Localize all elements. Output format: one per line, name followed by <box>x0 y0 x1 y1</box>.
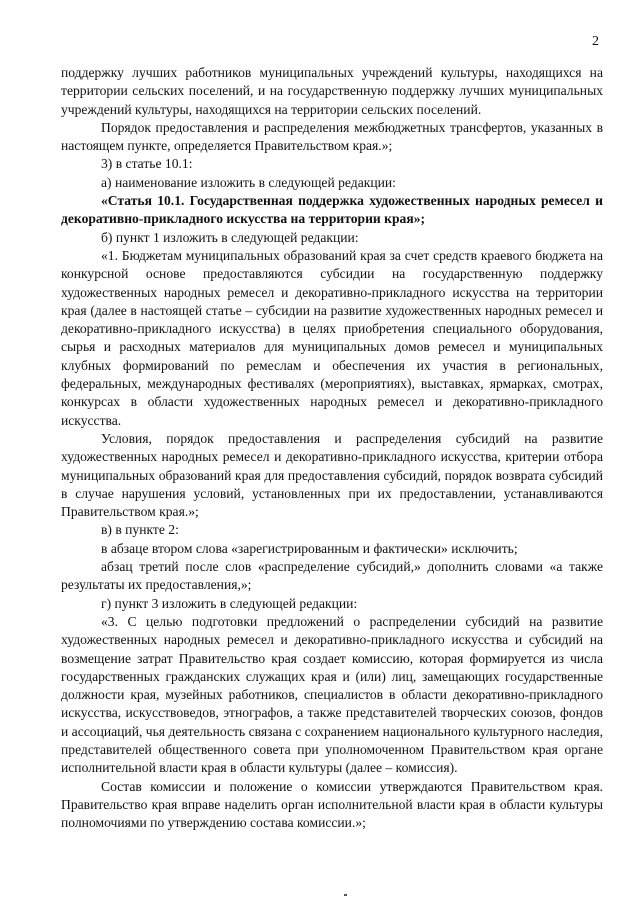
document-body <box>61 64 603 832</box>
paragraph: Состав комиссии и положение о комиссии утверждаются Правительством края. Правительство края вправе наделить орган исполнительной власти края в области культуры полномочиями по утверждению состава комиссии.»; <box>61 778 603 831</box>
paragraph: а) наименование изложить в следующей редакции: <box>101 174 396 190</box>
paragraph: 3) в статье 10.1: <box>101 156 193 172</box>
page-number: 2 <box>592 34 599 49</box>
paragraph: Порядок предоставления и распределения межбюджетных трансфертов, указанных в настоящем пункте, определяется Правительством края.»; <box>61 119 603 154</box>
paragraph: «Статья 10.1. Государственная поддержка художественных народных ремесел и декоративно-прикладного искусства на территории края»; <box>61 193 603 227</box>
paragraph: в абзаце втором слова «зарегистрированным и фактически» исключить; <box>101 540 518 556</box>
scan-mark <box>344 894 347 896</box>
paragraph: в) в пункте 2: <box>101 522 179 538</box>
paragraph: «1. Бюджетам муниципальных образований края за счет средств краевого бюджета на конкурсной основе предоставляются субсидии на государственную поддержку художественных народных ремесел и декоративно-прикладного искусства на территории края (далее в настоящей статье – субсидии на развитие художественных народных ремесел и декоративно-прикладного искусства) в целях приобретения специального оборудования, сырья и расходных материалов для муниципальных домов ремесел и муниципальных клубных формирований по ремеслам и обеспечения их участия в региональных, федеральных, международных фестивалях (мероприятиях), выставках, ярмарках, смотрах, конкурсах в области художественных народных ремесел и декоративно-прикладного искусства. <box>61 247 603 428</box>
paragraph: г) пункт 3 изложить в следующей редакции: <box>101 595 358 611</box>
paragraph: «3. С целью подготовки предложений о распределении субсидий на развитие художественных народных ремесел и декоративно-прикладного искусства и субсидий на возмещение затрат Правительство края создает комиссию, которая формируется из числа государственных гражданских служащих края и (или) лиц, замещающих государственные должности края, музейных работников, специалистов в области декоративно-прикладного искусства, искусствоведов, этнографов, а также представителей творческих союзов, фондов и ассоциаций, чья деятельность связана с сохранением национального культурного наследия, представителей общественного совета при уполномоченном Правительством края органе исполнительной власти края в области культуры (далее – комиссия). <box>61 613 604 776</box>
paragraph: Условия, порядок предоставления и распределения субсидий на развитие художественных народных ремесел и декоративно-прикладного искусства, критерии отбора муниципальных образований края для предоставления субсидий, порядок возврата субсидий в случае нарушения условий, установленных при их предоставлении, устанавливаются Правительством края.»; <box>61 430 603 520</box>
paragraph: поддержку лучших работников муниципальных учреждений культуры, находящихся на территории сельских поселений, и на государственную поддержку лучших муниципальных учреждений культуры, находящихся на территории сельских поселений. <box>61 65 603 117</box>
paragraph: абзац третий после слов «распределение субсидий,» дополнить словами «а также результаты их предоставления,»; <box>61 559 603 593</box>
paragraph: б) пункт 1 изложить в следующей редакции: <box>101 229 359 245</box>
